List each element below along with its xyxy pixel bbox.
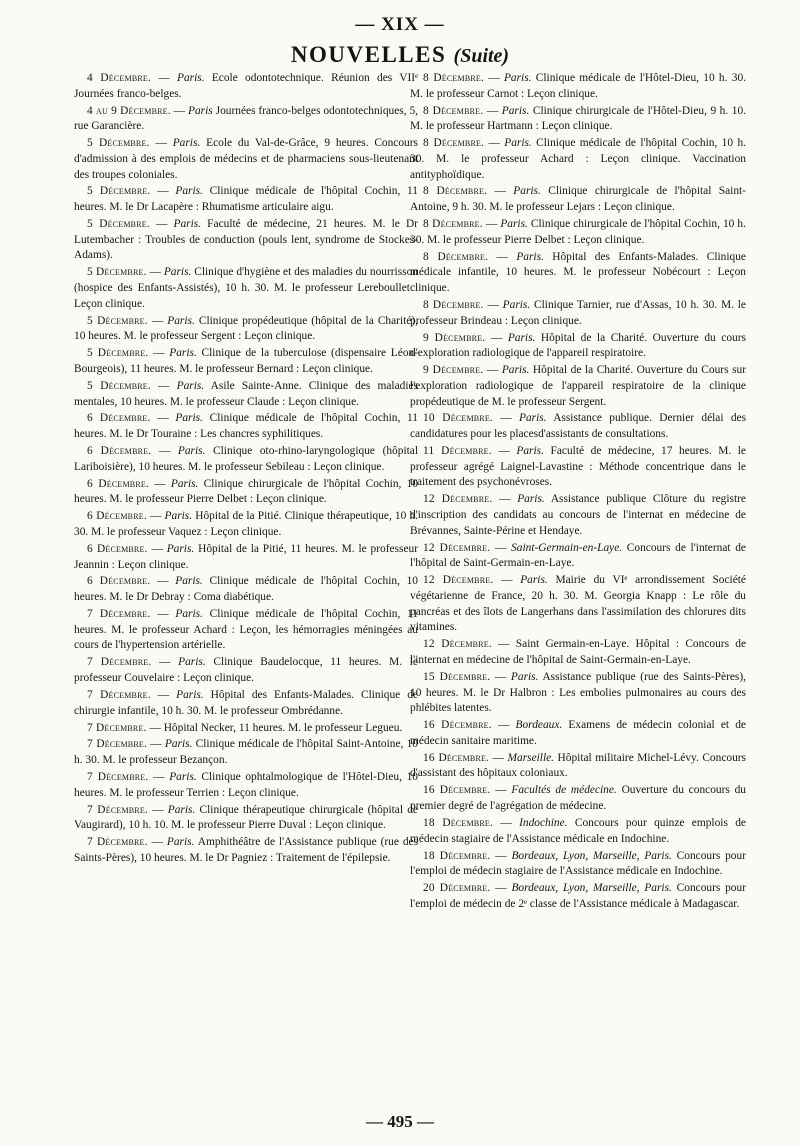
news-entry: 5 Décembre. — Paris. Clinique propédeutique (hôpital de la Charité), 10 heures. M. le professeur Sergent : Leçon clinique. bbox=[74, 314, 418, 343]
entry-text: Clinique de la tuberculose (dispensaire Léon-Bourgeois), 11 heures. M. le professeur Bernard : Leçon clinique. bbox=[74, 347, 418, 375]
entry-text: Hôpital militaire Michel-Lévy. Concours d'assistant des hôpitaux coloniaux. bbox=[410, 751, 746, 780]
entry-city: Paris. bbox=[504, 137, 532, 150]
entry-date: 5 Décembre. bbox=[87, 218, 150, 231]
news-entry: 12 Décembre. — Saint Germain-en-Laye. Hôpital : Concours de l'internat en médecine de l'hôpital de Saint-Germain-en-Laye. bbox=[410, 638, 746, 666]
news-entry: 9 Décembre. — Paris. Hôpital de la Charité. Ouverture du Cours sur l'exploration radiologique de l'appareil respiratoire de la clinique propédeutique de M. le professeur Sergent. bbox=[410, 364, 746, 408]
entry-date: 7 Décembre. bbox=[87, 803, 148, 816]
entry-city: Paris. bbox=[519, 412, 547, 425]
news-entry: 18 Décembre. — Indochine. Concours pour quinze emplois de médecin stagiaire de l'Assistance médicale en Indochine. bbox=[410, 816, 746, 845]
entry-text: Amphithéâtre de l'Assistance publique (rue des Saints-Pères), 10 heures. M. le Dr Pagniez : Traitement de l'épilepsie. bbox=[74, 836, 419, 864]
entry-city: Paris. bbox=[175, 575, 203, 588]
entry-date: 7 Décembre. bbox=[87, 721, 147, 734]
news-entry: 12 Décembre. — Saint-Germain-en-Laye. Concours de l'internat de l'hôpital de Saint-Germain-en-Laye. bbox=[410, 541, 746, 570]
entry-text: Ecole du Val-de-Grâce, 9 heures. Concours d'admission à des emplois de médecins et de pharmaciens sous-lieutenant des troupes coloniales. bbox=[74, 137, 418, 181]
news-entry: 5 Décembre. — Paris. Faculté de médecine, 21 heures. M. le Dr Lutembacher : Troubles de conduction (pouls lent, syndrome de Stockes-Adams). bbox=[74, 218, 418, 262]
entry-text: Hôpital de la Pitié, 11 heures. M. le professeur Jeannin : Leçon clinique. bbox=[74, 542, 418, 571]
entry-date: 6 Décembre. bbox=[87, 575, 151, 588]
news-entry: 6 Décembre. — Paris. Clinique médicale de l'hôpital Cochin, 11 heures. M. le Dr Touraine : Les chancres syphilitiques. bbox=[74, 412, 419, 441]
entry-city: Paris. bbox=[520, 574, 548, 587]
entry-date: 7 Décembre. bbox=[87, 688, 151, 701]
right-column bbox=[410, 71, 746, 914]
entry-date: 8 Décembre. bbox=[423, 250, 489, 263]
news-entry: 8 Décembre. — Paris. Clinique Tarnier, rue d'Assas, 10 h. 30. M. le professeur Brindeau : Leçon clinique. bbox=[410, 298, 746, 327]
entry-text: Clinique médicale de l'hôpital Saint-Antoine, 10 h. 30. M. le professeur Bezançon. bbox=[74, 738, 418, 767]
entry-date: 4 Décembre. bbox=[87, 72, 152, 84]
entry-date: 6 Décembre. bbox=[87, 445, 152, 458]
left-column bbox=[74, 71, 418, 868]
news-entry: 6 Décembre. — Paris. Clinique oto-rhino-laryngologique (hôpital Lariboisière), 10 heures. M. le professeur Sebileau : Leçon clinique. bbox=[74, 445, 418, 473]
title-suite: (Suite) bbox=[453, 45, 510, 67]
entry-text: Clinique chirurgicale de l'Hôtel-Dieu, 9 h. 10. M. le professeur Hartmann : Leçon clinique. bbox=[410, 104, 746, 133]
entry-city: Paris. bbox=[173, 218, 202, 231]
entry-date: 18 Décembre. bbox=[423, 816, 493, 829]
entry-date: 5 Décembre. bbox=[87, 266, 147, 279]
entry-date: 5 Décembre. bbox=[87, 137, 150, 150]
entry-text: Faculté de médecine, 21 heures. M. le Dr Lutembacher : Troubles de conduction (pouls lent, syndrome de Stockes-Adams). bbox=[74, 218, 418, 262]
entry-city: Paris. bbox=[516, 250, 544, 263]
entry-city: Saint-Germain-en-Laye. bbox=[511, 541, 623, 554]
entry-text: Assistance publique Clôture du registre d'inscription des candidats au concours de l'internat en médecine de Brévannes, Sainte-Périne et Hendaye. bbox=[410, 493, 746, 537]
entry-city: Paris. bbox=[172, 137, 201, 150]
news-entry: 5 Décembre. — Paris. Clinique médicale de l'hôpital Cochin, 11 heures. M. le Dr Lacapère : Rhumatisme articulaire aigu. bbox=[74, 185, 419, 214]
news-entry: 16 Décembre. — Facultés de médecine. Ouverture du concours du premier degré de l'agrégation de médecine. bbox=[410, 784, 746, 813]
entry-text: Clinique chirurgicale de l'hôpital Cochin, 10 h. 30. M. le professeur Pierre Delbet : Leçon clinique. bbox=[410, 218, 746, 246]
entry-city: Bordeaux, Lyon, Marseille, Paris. bbox=[511, 849, 672, 862]
news-entry: 7 Décembre. — Paris. Hôpital des Enfants-Malades. Clinique de chirurgie infantile, 10 h. 30. M. le professeur Ombrédanne. bbox=[74, 688, 418, 717]
entry-city: Paris. bbox=[177, 72, 205, 84]
entry-text: Assistance publique (rue des Saints-Pères), 10 heures. M. le Dr Halbron : Les embolies pulmonaires au cours des phlébites latentes. bbox=[410, 670, 746, 715]
entry-text: Concours pour l'emploi de médecin de 2ᵉ classe de l'Assistance médicale à Madagascar. bbox=[410, 882, 746, 910]
entry-text: Ecole odontotechnique. Réunion des VIIᵉ Journées franco-belges. bbox=[74, 72, 418, 100]
entry-date: 18 Décembre. bbox=[423, 849, 491, 862]
entry-text: Clinique médicale de l'hôpital Cochin, 10 heures. M. le Dr Debray : Coma diabétique. bbox=[74, 575, 419, 604]
entry-text: Concours pour l'emploi de médecin stagiaire de l'Assistance médicale en Indochine. bbox=[410, 849, 746, 878]
news-entry: 20 Décembre. — Bordeaux, Lyon, Marseille, Paris. Concours pour l'emploi de médecin de 2ᵉ classe de l'Assistance médicale à Madagascar. bbox=[410, 882, 746, 910]
entry-text: Clinique médicale de l'hôpital Cochin, 11 heures. M. le Dr Lacapère : Rhumatisme articulaire aigu. bbox=[74, 185, 419, 214]
entry-city: Paris. bbox=[170, 477, 199, 490]
entry-date: 11 Décembre. bbox=[423, 445, 492, 458]
entry-text: Clinique Tarnier, rue d'Assas, 10 h. 30. M. le professeur Brindeau : Leçon clinique. bbox=[410, 298, 746, 327]
entry-city: Paris. bbox=[507, 331, 536, 344]
entry-text: Clinique médicale de l'hôpital Cochin, 11 heures. M. le professeur Achard : Leçon, les hémorragies méningées au cours de l'hypertension artérielle. bbox=[74, 608, 419, 652]
entry-text: Clinique médicale de l'Hôtel-Dieu, 10 h. 30. M. le professeur Carnot : Leçon clinique. bbox=[410, 72, 746, 100]
entry-date: 12 Décembre. bbox=[423, 493, 493, 506]
entry-text: Clinique d'hygiène et des maladies du nourrisson (hospice des Enfants-Assistés), 10 h. 30. M. le professeur Lereboullet : Leçon clinique. bbox=[74, 266, 418, 310]
entry-city: Paris. bbox=[167, 803, 196, 816]
news-entry: 12 Décembre. — Paris. Mairie du VIᵉ arrondissement Société végétarienne de France, 20 h. 30. M. Georgia Knapp : Le rôle du pancréas et des îlots de Langerhans dans l'assimilation des chlorures dits vitamines. bbox=[410, 574, 746, 634]
news-entry: 5 Décembre. — Paris. Clinique d'hygiène et des maladies du nourrisson (hospice des Enfants-Assistés), 10 h. 30. M. le professeur Lereboullet : Leçon clinique. bbox=[74, 266, 418, 310]
entry-text: Ouverture du concours du premier degré de l'agrégation de médecine. bbox=[410, 784, 746, 813]
entry-text: Clinique oto-rhino-laryngologique (hôpital Lariboisière), 10 heures. M. le professeur Sebileau : Leçon clinique. bbox=[74, 445, 418, 473]
entry-text: Journées franco-belges odontotechniques, 5, rue Garancière. bbox=[74, 104, 419, 133]
news-entry: 6 Décembre. — Paris. Hôpital de la Pitié, 11 heures. M. le professeur Jeannin : Leçon clinique. bbox=[74, 542, 418, 571]
entry-city: Paris. bbox=[175, 412, 203, 425]
entry-city: Paris. bbox=[178, 656, 206, 669]
news-entry: 6 Décembre. — Paris. Clinique chirurgicale de l'hôpital Cochin, 10 heures. M. le professeur Pierre Delbet : Leçon clinique. bbox=[74, 477, 419, 506]
entry-text: Clinique propédeutique (hôpital de la Charité), 10 heures. M. le professeur Sergent : Leçon clinique. bbox=[74, 314, 418, 343]
entry-text: Concours pour quinze emplois de médecin stagiaire de l'Assistance médicale en Indochine. bbox=[410, 816, 746, 845]
entry-text: Hôpital des Enfants-Malades. Clinique médicale infantile, 10 heures. M. le professeur Nobécourt : Leçon clinique. bbox=[410, 250, 746, 295]
news-entry: 8 Décembre. — Paris. Clinique chirurgicale de l'hôpital Cochin, 10 h. 30. M. le professeur Pierre Delbet : Leçon clinique. bbox=[410, 218, 746, 246]
news-entry: 8 Décembre. — Paris. Clinique médicale de l'Hôtel-Dieu, 10 h. 30. M. le professeur Carnot : Leçon clinique. bbox=[410, 72, 746, 100]
news-entry: 6 Décembre. — Paris. Clinique médicale de l'hôpital Cochin, 10 heures. M. le Dr Debray : Coma diabétique. bbox=[74, 575, 419, 604]
entry-date: 7 Décembre. bbox=[87, 836, 148, 849]
news-entry: 7 Décembre. — Hôpital Necker, 11 heures. M. le professeur Legueu. bbox=[87, 721, 403, 734]
entry-text: Hôpital de la Charité. Ouverture du Cours sur l'exploration radiologique de l'appareil respiratoire de la clinique propédeutique de M. le professeur Sergent. bbox=[410, 364, 746, 408]
entry-city: Paris. bbox=[500, 218, 528, 231]
entry-city: Paris. bbox=[516, 445, 544, 458]
entry-city: Paris. bbox=[166, 542, 195, 555]
news-entry: 15 Décembre. — Paris. Assistance publique (rue des Saints-Pères), 10 heures. M. le Dr Halbron : Les embolies pulmonaires au cours des phlébites latentes. bbox=[410, 670, 746, 715]
news-entry: 9 Décembre. — Paris. Hôpital de la Charité. Ouverture du cours d'exploration radiologique de l'appareil respiratoire. bbox=[410, 331, 746, 360]
entry-date: 6 Décembre. bbox=[87, 412, 151, 425]
entry-text: Clinique médicale de l'hôpital Cochin, 10 h. 30. M. le professeur Achard : Leçon clinique. Vaccination antityphoïdique. bbox=[410, 137, 746, 181]
entry-city: Paris. bbox=[164, 738, 193, 751]
entry-text: Concours de l'internat de l'hôpital de Saint-Germain-en-Laye. bbox=[410, 541, 746, 570]
news-entry: 16 Décembre. — Bordeaux. Examens de médecin colonial et de médecin sanitaire maritime. bbox=[410, 719, 746, 747]
news-entry: 6 Décembre. — Paris. Hôpital de la Pitié. Clinique thérapeutique, 10 h. 30. M. le professeur Vaquez : Leçon clinique. bbox=[74, 510, 418, 538]
entry-city: Paris. bbox=[517, 493, 545, 506]
entry-date: 6 Décembre. bbox=[87, 542, 148, 555]
entry-text: Clinique thérapeutique chirurgicale (hôpital de Vaugirard), 10 h. 10. M. le professeur Pierre Duval : Leçon clinique. bbox=[74, 803, 418, 832]
entry-date: 8 Décembre. bbox=[423, 218, 483, 231]
page-title bbox=[0, 42, 800, 68]
entry-city: Paris. bbox=[510, 670, 539, 683]
entry-text: Asile Sainte-Anne. Clinique des maladies mentales, 10 heures. M. le professeur Claude : Leçon clinique. bbox=[74, 379, 419, 408]
entry-text: Saint Germain-en-Laye. Hôpital : Concours de l'internat en médecine de l'hôpital de Saint-Germain-en-Laye. bbox=[410, 638, 746, 666]
entry-city: Facultés de médecine. bbox=[511, 784, 617, 797]
entry-text: Clinique chirurgicale de l'hôpital Cochin, 10 heures. M. le professeur Pierre Delbet : Leçon clinique. bbox=[74, 477, 419, 506]
entry-date: 10 Décembre. bbox=[423, 412, 493, 425]
entry-text: Hôpital des Enfants-Malades. Clinique de chirurgie infantile, 10 h. 30. M. le professeur Ombrédanne. bbox=[74, 688, 418, 717]
entry-date: 7 Décembre. bbox=[87, 656, 152, 669]
entry-date: 15 Décembre. bbox=[423, 670, 491, 683]
news-entry: 16 Décembre. — Marseille. Hôpital militaire Michel-Lévy. Concours d'assistant des hôpitaux coloniaux. bbox=[410, 751, 746, 780]
entry-text: Hôpital Necker, 11 heures. M. le professeur Legueu. bbox=[163, 721, 403, 734]
entry-text: Hôpital de la Charité. Ouverture du cours d'exploration radiologique de l'appareil respiratoire. bbox=[410, 331, 746, 360]
news-entry: 4 au 9 Décembre. — Paris Journées franco-belges odontotechniques, 5, rue Garancière. bbox=[74, 104, 419, 133]
entry-city: Paris. bbox=[169, 770, 197, 783]
news-entry: 7 Décembre. — Paris. Clinique ophtalmologique de l'Hôtel-Dieu, 10 heures. M. le professeur Terrien : Leçon clinique. bbox=[74, 770, 418, 799]
entry-date: 8 Décembre. bbox=[423, 185, 488, 198]
entry-date: 8 Décembre. bbox=[423, 104, 484, 117]
entry-date: 7 Décembre. bbox=[87, 770, 149, 783]
entry-city: Paris. bbox=[501, 104, 530, 117]
news-entry: 5 Décembre. — Paris. Asile Sainte-Anne. Clinique des maladies mentales, 10 heures. M. le professeur Claude : Leçon clinique. bbox=[74, 379, 419, 408]
entry-city: Paris. bbox=[176, 688, 204, 701]
entry-text: Clinique Baudelocque, 11 heures. M. le professeur Couvelaire : Leçon clinique. bbox=[74, 656, 418, 685]
entry-city: Paris bbox=[188, 104, 213, 117]
entry-date: 7 Décembre. bbox=[87, 608, 151, 621]
news-entry: 12 Décembre. — Paris. Assistance publique Clôture du registre d'inscription des candidats au concours de l'internat en médecine de Brévannes, Sainte-Périne et Hendaye. bbox=[410, 493, 746, 537]
entry-date: 5 Décembre. bbox=[87, 379, 151, 392]
entry-city: Bordeaux, Lyon, Marseille, Paris. bbox=[511, 882, 672, 895]
entry-date: 5 Décembre. bbox=[87, 185, 151, 198]
news-entry: 7 Décembre. — Paris. Clinique Baudelocque, 11 heures. M. le professeur Couvelaire : Leçon clinique. bbox=[74, 656, 418, 685]
entry-text: Clinique chirurgicale de l'hôpital Saint-Antoine, 9 h. 30. M. le professeur Lejars : Leçon clinique. bbox=[410, 185, 746, 214]
entry-date: 16 Décembre. bbox=[423, 751, 490, 764]
entry-city: Paris. bbox=[175, 608, 203, 621]
entry-date: 8 Décembre. bbox=[423, 298, 484, 311]
entry-date: 8 Décembre. bbox=[423, 72, 485, 84]
entry-city: Paris. bbox=[176, 379, 205, 392]
entry-date: 9 Décembre. bbox=[423, 331, 486, 344]
entry-date: 12 Décembre. bbox=[423, 574, 494, 587]
section-number: — XIX — bbox=[355, 14, 445, 35]
entry-text: Assistance publique. Dernier délai des candidatures pour les placesd'assistants de consultations. bbox=[410, 412, 747, 441]
entry-city: Paris. bbox=[501, 364, 530, 377]
entry-city: Paris. bbox=[163, 266, 192, 279]
entry-date: 16 Décembre. bbox=[423, 719, 492, 732]
news-entry: 7 Décembre. — Paris. Amphithéâtre de l'Assistance publique (rue des Saints-Pères), 10 heures. M. le Dr Pagniez : Traitement de l'épilepsie. bbox=[74, 836, 419, 864]
title-text: NOUVELLES bbox=[290, 42, 447, 67]
entry-text: Hôpital de la Pitié. Clinique thérapeutique, 10 h. 30. M. le professeur Vaquez : Leçon clinique. bbox=[74, 510, 418, 538]
entry-date: 5 Décembre. bbox=[87, 314, 148, 327]
entry-city: Paris. bbox=[513, 185, 541, 198]
entry-date: 6 Décembre. bbox=[87, 510, 147, 523]
entry-date: 16 Décembre. bbox=[423, 784, 491, 797]
entry-text: Faculté de médecine, 17 heures. M. le professeur agrégé Laignel-Lavastine : Méthode concentrique dans le traitement des psychonévroses. bbox=[410, 445, 746, 489]
news-entry: 7 Décembre. — Paris. Clinique médicale de l'hôpital Cochin, 11 heures. M. le professeur Achard : Leçon, les hémorragies méningées au cours de l'hypertension artérielle. bbox=[74, 608, 419, 652]
entry-date: 4 au 9 Décembre. bbox=[87, 104, 171, 117]
entry-date: 20 Décembre. bbox=[423, 882, 491, 895]
entry-text: Clinique ophtalmologique de l'Hôtel-Dieu, 10 heures. M. le professeur Terrien : Leçon clinique. bbox=[74, 770, 418, 799]
entry-text: Examens de médecin colonial et de médecin sanitaire maritime. bbox=[410, 719, 746, 747]
entry-city: Paris. bbox=[177, 445, 206, 458]
entry-date: 12 Décembre. bbox=[423, 638, 492, 651]
page-number: — 495 — bbox=[366, 1112, 434, 1131]
news-entry: 7 Décembre. — Paris. Clinique médicale de l'hôpital Saint-Antoine, 10 h. 30. M. le professeur Bezançon. bbox=[74, 738, 418, 767]
entry-text: Mairie du VIᵉ arrondissement Société végétarienne de France, 20 h. 30. M. Georgia Knapp : Le rôle du pancréas et des îlots de Langerhans dans l'assimilation des chlorures dits vitamines. bbox=[410, 574, 746, 634]
news-entry: 18 Décembre. — Bordeaux, Lyon, Marseille, Paris. Concours pour l'emploi de médecin stagiaire de l'Assistance médicale en Indochine. bbox=[410, 849, 746, 878]
news-entry: 8 Décembre. — Paris. Clinique médicale de l'hôpital Cochin, 10 h. 30. M. le professeur Achard : Leçon clinique. Vaccination antityphoïdique. bbox=[410, 137, 746, 181]
news-entry: 4 Décembre. — Paris. Ecole odontotechnique. Réunion des VIIᵉ Journées franco-belges. bbox=[74, 72, 418, 100]
news-entry: 8 Décembre. — Paris. Clinique chirurgicale de l'Hôtel-Dieu, 9 h. 10. M. le professeur Hartmann : Leçon clinique. bbox=[410, 104, 746, 133]
entry-city: Paris. bbox=[503, 72, 532, 84]
news-entry: 10 Décembre. — Paris. Assistance publique. Dernier délai des candidatures pour les placesd'assistants de consultations. bbox=[410, 412, 747, 441]
news-entry: 7 Décembre. — Paris. Clinique thérapeutique chirurgicale (hôpital de Vaugirard), 10 h. 10. M. le professeur Pierre Duval : Leçon clinique. bbox=[74, 803, 418, 832]
entry-city: Paris. bbox=[169, 347, 197, 360]
news-entry: 5 Décembre. — Paris. Clinique de la tuberculose (dispensaire Léon-Bourgeois), 11 heures. M. le professeur Bernard : Leçon clinique. bbox=[74, 347, 418, 375]
entry-date: 12 Décembre. bbox=[423, 541, 491, 554]
entry-city: Paris. bbox=[164, 510, 193, 523]
entry-date: 7 Décembre. bbox=[87, 738, 147, 751]
entry-text: Clinique médicale de l'hôpital Cochin, 11 heures. M. le Dr Touraine : Les chancres syphilitiques. bbox=[74, 412, 419, 441]
news-entry: 8 Décembre. — Paris. Clinique chirurgicale de l'hôpital Saint-Antoine, 9 h. 30. M. le professeur Lejars : Leçon clinique. bbox=[410, 185, 746, 214]
news-entry: 11 Décembre. — Paris. Faculté de médecine, 17 heures. M. le professeur agrégé Laignel-Lavastine : Méthode concentrique dans le traitement des psychonévroses. bbox=[410, 445, 746, 489]
news-entry: 5 Décembre. — Paris. Ecole du Val-de-Grâce, 9 heures. Concours d'admission à des emplois de médecins et de pharmaciens sous-lieutenant des troupes coloniales. bbox=[74, 137, 418, 181]
entry-date: 8 Décembre. bbox=[423, 137, 485, 150]
entry-date: 5 Décembre. bbox=[87, 347, 149, 360]
entry-city: Paris. bbox=[166, 836, 195, 849]
entry-date: 9 Décembre. bbox=[423, 364, 484, 377]
entry-city: Bordeaux. bbox=[515, 719, 563, 732]
entry-city: Paris. bbox=[502, 298, 531, 311]
entry-city: Indochine. bbox=[519, 816, 568, 829]
news-entry: 8 Décembre. — Paris. Hôpital des Enfants-Malades. Clinique médicale infantile, 10 heures. M. le professeur Nobécourt : Leçon clinique. bbox=[410, 250, 746, 295]
entry-date: 6 Décembre. bbox=[87, 477, 149, 490]
entry-city: Marseille. bbox=[507, 751, 555, 764]
entry-city: Paris. bbox=[175, 185, 203, 198]
entry-city: Paris. bbox=[167, 314, 195, 327]
